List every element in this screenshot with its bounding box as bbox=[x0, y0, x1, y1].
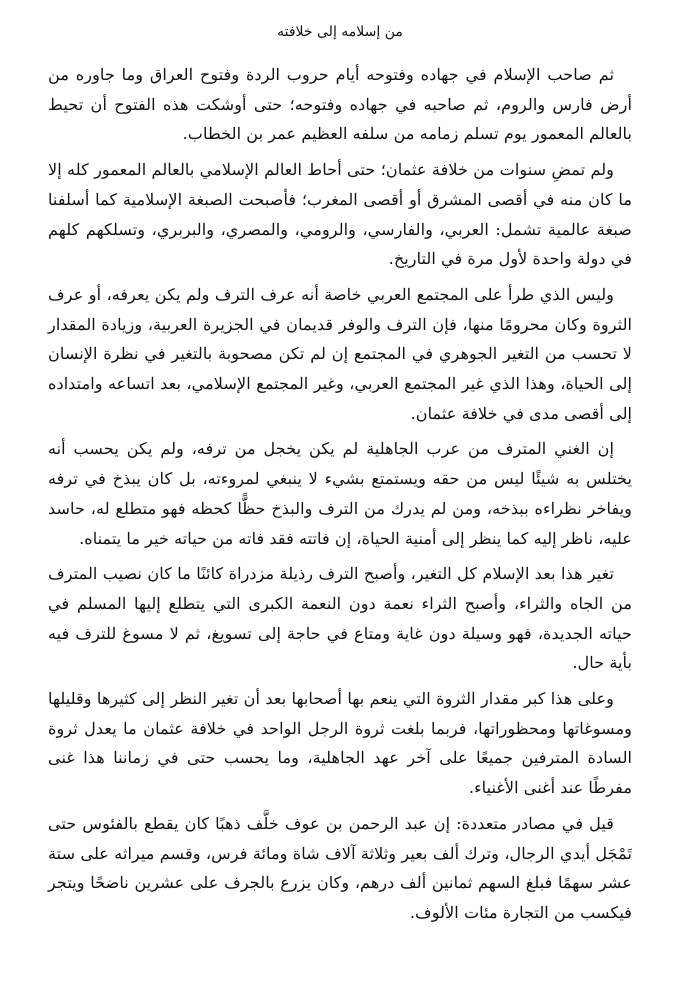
paragraph: إن الغني المترف من عرب الجاهلية لم يكن يخجل من ترفه، ولم يكن يحسب أنه يختلس به شيئًا ليس من حقه ويستمتع بشيء لا ينبغي لمروءته، بل كان يبذخ في ترفه ويفاخر نظراءه ببذخه، ومن لم يدرك من الترف والبذخ حظًّا كحظه فهو متطلع له، حاسد عليه، ناظر إليه كما ينظر إلى أمنية الحياة، إن فاتته فقد فاته من حياته خير ما يتمناه. bbox=[48, 439, 632, 548]
paragraph: تغير هذا بعد الإسلام كل التغير، وأصبح الترف رذيلة مزدراة كائنًا ما كان نصيب المترف من الجاه والثراء، وأصبح الثراء نعمة دون النعمة الكبرى التي يتطلع إليها المسلم في حياته الجديدة، فهو وسيلة دون غاية ومتاع في حاجة إلى تسويغ، ثم لا مسوغ للترف فيه بأية حال. bbox=[48, 564, 632, 673]
body-text bbox=[48, 60, 632, 928]
running-head: من إسلامه إلى خلافته bbox=[277, 24, 403, 40]
paragraph: وليس الذي طرأ على المجتمع العربي خاصة أنه عرف الترف ولم يكن يعرفه، أو عرف الثروة وكان محرومًا منها، فإن الترف والوفر قديمان في الجزيرة العربية، وزيادة المقدار لا تحسب من التغير الجوهري في المجتمع إن لم تكن مصحوبة بالتغير في نظرة الإنسان إلى الحياة، وهذا الذي غير المجتمع العربي، وغير المجتمع الإسلامي، بعد اتساعه وامتداده إلى أقصى مدى في خلافة عثمان. bbox=[48, 284, 632, 423]
paragraph: ثم صاحب الإسلام في جهاده وفتوحه أيام حروب الردة وفتوح العراق وما جاوره من أرض فارس والروم، ثم صاحبه في جهاده وفتوحه؛ حتى أوشكت هذه الفتوح أن تحيط بالعالم المعمور يوم تسلم زمامه من سلفه العظيم عمر بن الخطاب. bbox=[48, 65, 632, 144]
paragraph: قيل في مصادر متعددة: إن عبد الرحمن بن عوف خلَّف ذهبًا كان يقطع بالفئوس حتى تَمْجَل أيدي الرجال، وترك ألف بعير وثلاثة آلاف شاة ومائة فرس، وقسم ميراثه على ستة عشر سهمًا فبلغ السهم ثمانين ألف درهم، وكان يزرع بالجرف على عشرين ناضحًا ويتجر فيكسب من التجارة مئات الألوف. bbox=[48, 813, 632, 922]
paragraph: ولم تمضِ سنوات من خلافة عثمان؛ حتى أحاط العالم الإسلامي بالعالم المعمور كله إلا ما كان منه في أقصى المشرق أو أقصى المغرب؛ فأصبحت الصبغة الإسلامية كما أسلفنا صبغة عالمية تشمل: العربي، والفارسي، والرومي، والمصري، والبربري، وتسلكهم كلهم في دولة واحدة لأول مرة في التاريخ. bbox=[48, 160, 632, 269]
paragraph: وعلى هذا كبر مقدار الثروة التي ينعم بها أصحابها بعد أن تغير النظر إلى كثيرها وقليلها ومسوغاتها ومحظوراتها، فربما بلغت ثروة الرجل الواحد في خلافة عثمان ما يعدل ثروة السادة المترفين جميعًا على آخر عهد الجاهلية، وما يحسب حتى في زماننا هذا غنى مفرطًا عند أغنى الأغنياء. bbox=[48, 689, 632, 798]
